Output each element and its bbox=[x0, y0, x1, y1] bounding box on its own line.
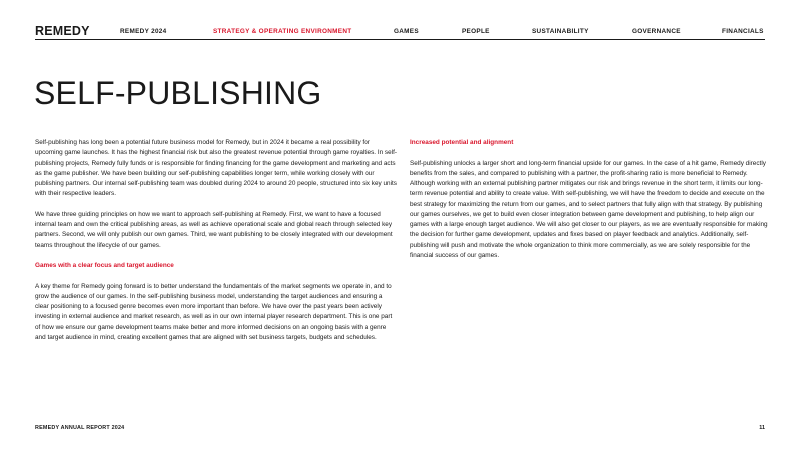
top-navigation-bar bbox=[35, 24, 765, 40]
nav-sustainability[interactable]: SUSTAINABILITY bbox=[532, 28, 589, 35]
nav-games[interactable]: GAMES bbox=[394, 28, 419, 35]
paragraph-self-publishing-intro: Self-publishing has long been a potential future business model for Remedy, but in 2024 it became a real possibility for upcoming game launches. It has the highest financial risk but also the greatest revenue potential through game royalties. In self-publishing projects, Remedy fully funds or is responsible for finding financing for the game development and marketing and acts as the game publisher. We have been building our self-publishing capabilities longer term, while working closely with our publishing partners. Our internal self-publishing team was doubled during 2024 to around 20 people, structured into six key units with their respective leaders. bbox=[35, 139, 397, 198]
page-title: SELF-PUBLISHING bbox=[34, 75, 322, 111]
section-heading-games-focus: Games with a clear focus and target audience bbox=[35, 262, 174, 269]
section-heading-increased-potential: Increased potential and alignment bbox=[410, 139, 514, 146]
paragraph-target-audience: A key theme for Remedy going forward is to better understand the fundamentals of the market segments we operate in, and to grow the audience of our games. In the self-publishing business model, understanding the target audiences and ensuring a clear positioning to a focused genre becomes even more important than before. We have over the past years been actively investing in external audience and market research, as well as in our own internal player research department. This is one part of how we ensure our game development teams make better and more informed decisions on an ongoing basis with a genre and target audience in mind, creating excellent games that are aligned with set business targets, budgets and schedules. bbox=[35, 282, 393, 341]
paragraph-guiding-principles: We have three guiding principles on how we want to approach self-publishing at Remedy. First, we want to have a focused internal team and own the critical publishing areas, as well as achieve operational scale and global reach through selected key partners. Second, we will only publish our own games. Third, we want publishing to be closely integrated with our development teams throughout the lifecycle of our games. bbox=[35, 210, 393, 249]
left-text-column bbox=[35, 138, 397, 353]
nav-financials[interactable]: FINANCIALS bbox=[722, 28, 764, 35]
nav-remedy-2024[interactable]: REMEDY 2024 bbox=[120, 28, 167, 35]
footer-report-title: REMEDY ANNUAL REPORT 2024 bbox=[35, 425, 125, 431]
nav-governance[interactable]: GOVERNANCE bbox=[632, 28, 681, 35]
paragraph-financial-upside: Self-publishing unlocks a larger short and long-term financial upside for our games. In the case of a hit game, Remedy directly benefits from the sales, and compared to publishing with a partner, the profit-sharing ratio is more beneficial to Remedy. Although working with an external publishing partner mitigates our risk and brings revenue in the short term, it limits our long-term revenue potential and ability to create value. With self-publishing, we will have the freedom to decide and execute on the best strategy for maximizing the return from our games, and to select partners that fully align with that strategy. By publishing our games ourselves, we get to build even closer integration between game development and publishing, to help align our games with a large enough target audience. We will also get closer to our players, as we are eventually responsible for making the decision for further game development, updates and fixes based on player feedback and analytics. Additionally, self-publishing will push and motivate the whole organization to think more commercially, as we are solely responsible for the financial success of our games. bbox=[410, 159, 768, 259]
right-text-column bbox=[410, 138, 768, 271]
nav-people[interactable]: PEOPLE bbox=[462, 28, 490, 35]
remedy-logo[interactable]: REMEDY bbox=[35, 24, 90, 38]
footer-page-number: 11 bbox=[759, 425, 765, 431]
nav-strategy-operating-environment[interactable]: STRATEGY & OPERATING ENVIRONMENT bbox=[213, 28, 352, 35]
